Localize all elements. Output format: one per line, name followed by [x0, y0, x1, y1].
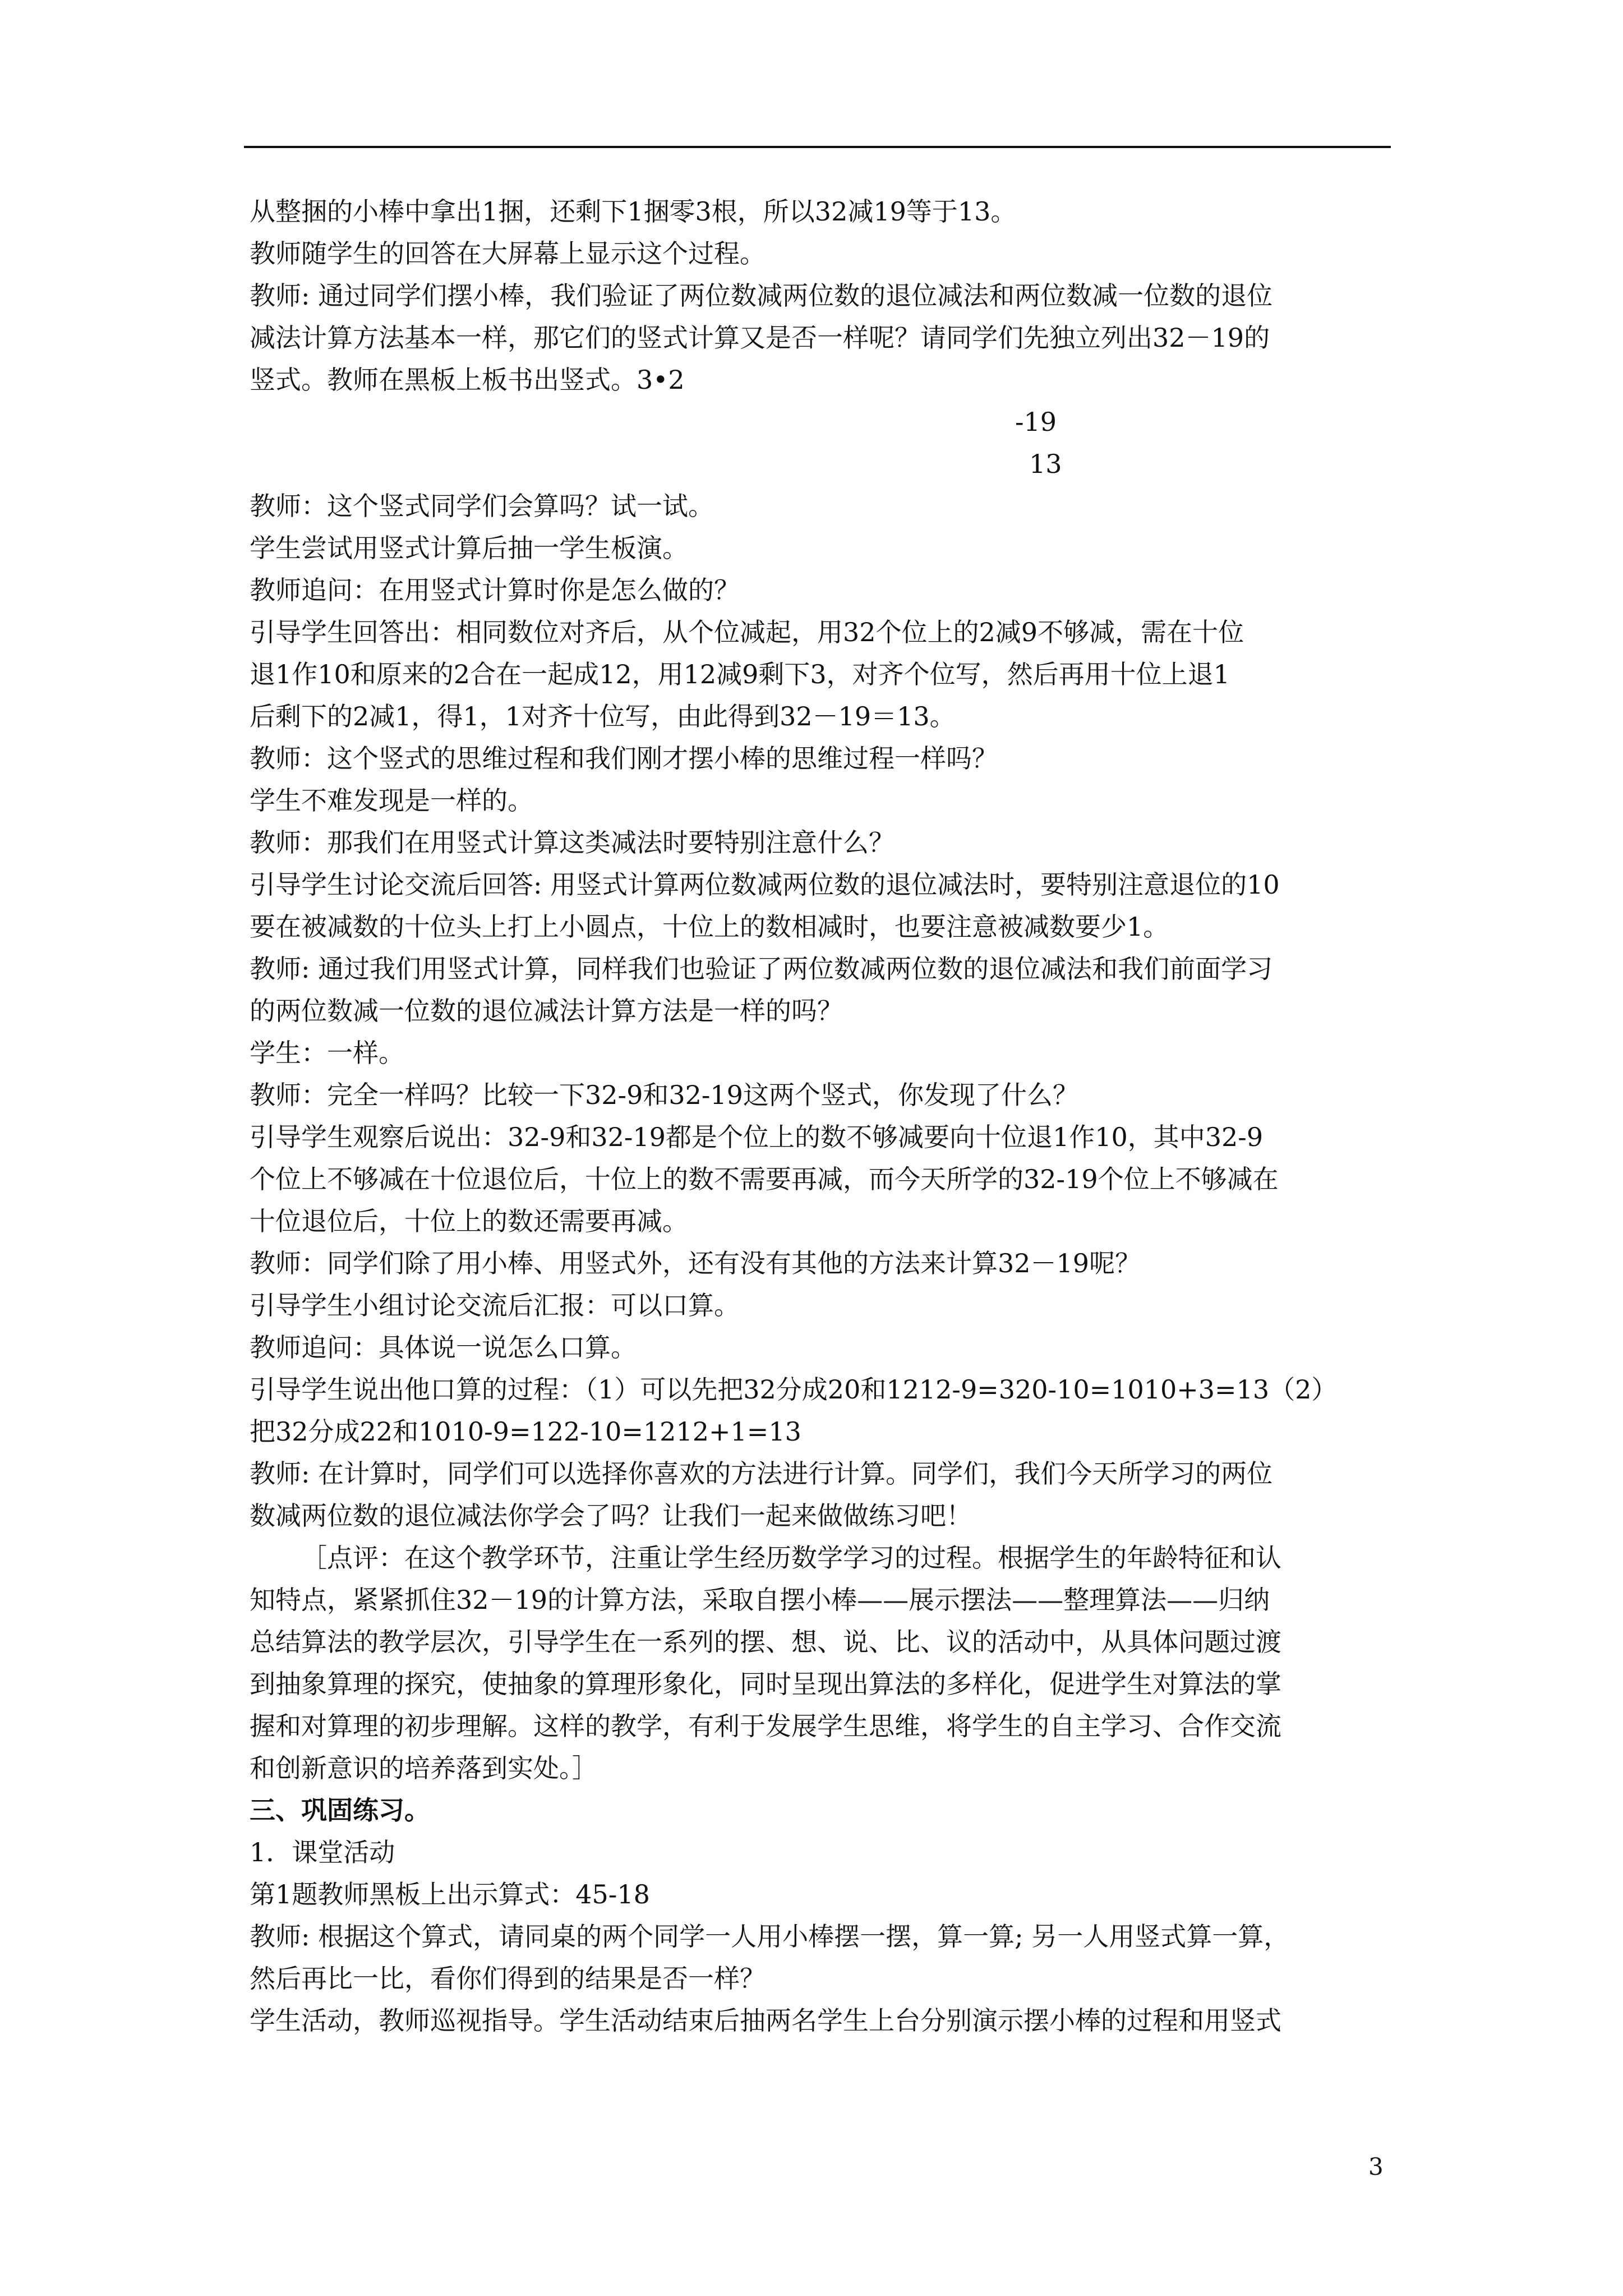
text-line: 后剩下的2减1，得1，1对齐十位写，由此得到32－19＝13。 — [250, 701, 956, 731]
text-line: 减法计算方法基本一样，那它们的竖式计算又是否一样呢？请同学们先独立列出32－19的 — [250, 323, 1270, 353]
header-rule — [244, 146, 1391, 148]
text-line: 教师追问：在用竖式计算时你是怎么做的？ — [250, 575, 740, 605]
text-line: 教师：完全一样吗？比较一下32-9和32-19这两个竖式，你发现了什么？ — [250, 1080, 1078, 1110]
text-line: 十位退位后，十位上的数还需要再减。 — [250, 1206, 688, 1236]
document-body — [250, 191, 1399, 2042]
text-line: 从整捆的小棒中拿出1捆，还剩下1捆零3根，所以32减19等于13。 — [250, 196, 1017, 227]
text-line: 教师：这个竖式的思维过程和我们刚才摆小棒的思维过程一样吗？ — [250, 743, 998, 774]
text-line: 个位上不够减在十位退位后，十位上的数不需要再减，而今天所学的32-19个位上不够减在 — [250, 1164, 1279, 1194]
page-number: 3 — [1368, 2153, 1384, 2180]
comment-line: 知特点，紧紧抓住32－19的计算方法，采取自摆小棒——展示摆法——整理算法——归纳 — [250, 1585, 1270, 1615]
section-heading: 三、巩固练习。 — [250, 1795, 430, 1825]
text-line: 教师随学生的回答在大屏幕上显示这个过程。 — [250, 238, 766, 269]
vertical-calc-result: 13 — [1029, 449, 1062, 479]
comment-line: 握和对算理的初步理解。这样的教学，有利于发展学生思维，将学生的自主学习、合作交流 — [250, 1711, 1281, 1741]
text-line: 教师: 通过同学们摆小棒，我们验证了两位数减两位数的退位减法和两位数减一位数的退位 — [250, 280, 1273, 311]
subsection-heading: 1．课堂活动 — [250, 1837, 395, 1867]
text-line: 引导学生小组讨论交流后汇报：可以口算。 — [250, 1290, 740, 1320]
text-line: 要在被减数的十位头上打上小圆点，十位上的数相减时，也要注意被减数要少1。 — [250, 912, 1169, 942]
text-line: 教师：那我们在用竖式计算这类减法时要特别注意什么？ — [250, 827, 895, 858]
text-line: 第1题教师黑板上出示算式：45-18 — [250, 1879, 650, 1910]
text-line: 教师: 在计算时，同学们可以选择你喜欢的方法进行计算。同学们，我们今天所学习的两位 — [250, 1458, 1273, 1489]
text-line: 把32分成22和1010-9=122-10=1212+1=13 — [250, 1416, 801, 1447]
comment-line: 总结算法的教学层次，引导学生在一系列的摆、想、说、比、议的活动中，从具体问题过渡 — [250, 1627, 1281, 1657]
text-line: 教师：同学们除了用小棒、用竖式外，还有没有其他的方法来计算32－19呢？ — [250, 1248, 1141, 1278]
text-line: 引导学生讨论交流后回答: 用竖式计算两位数减两位数的退位减法时，要特别注意退位的10 — [250, 869, 1280, 900]
comment-line: 到抽象算理的探究，使抽象的算理形象化，同时呈现出算法的多样化，促进学生对算法的掌 — [250, 1669, 1281, 1699]
text-line: 引导学生说出他口算的过程：（1）可以先把32分成20和1212-9=320-10=1010+3=13（2） — [250, 1374, 1338, 1405]
text-line: 引导学生回答出：相同数位对齐后，从个位减起，用32个位上的2减9不够减，需在十位 — [250, 617, 1244, 647]
text-line: 教师: 根据这个算式，请同桌的两个同学一人用小棒摆一摆，算一算; 另一人用竖式算一算， — [250, 1921, 1290, 1952]
text-line: 引导学生观察后说出：32-9和32-19都是个位上的数不够减要向十位退1作10，其中32-9 — [250, 1122, 1264, 1152]
text-line: 教师: 通过我们用竖式计算，同样我们也验证了两位数减两位数的退位减法和我们前面学习 — [250, 954, 1273, 984]
text-line: 竖式。教师在黑板上板书出竖式。3•2 — [250, 365, 685, 395]
text-line: 的两位数减一位数的退位减法计算方法是一样的吗？ — [250, 996, 843, 1026]
text-line: 学生：一样。 — [250, 1038, 404, 1068]
text-line: 退1作10和原来的2合在一起成12，用12减9剩下3，对齐个位写，然后再用十位上退1 — [250, 659, 1230, 689]
comment-line: ［点评：在这个教学环节，注重让学生经历数学学习的过程。根据学生的年龄特征和认 — [301, 1543, 1281, 1573]
text-line: 数减两位数的退位减法你学会了吗？让我们一起来做做练习吧！ — [250, 1501, 972, 1531]
vertical-calc-subtrahend: -19 — [1015, 407, 1057, 437]
text-line: 然后再比一比，看你们得到的结果是否一样？ — [250, 1963, 766, 1994]
text-line: 教师追问：具体说一说怎么口算。 — [250, 1332, 637, 1363]
text-line: 学生尝试用竖式计算后抽一学生板演。 — [250, 533, 688, 563]
text-line: 教师：这个竖式同学们会算吗？试一试。 — [250, 491, 714, 521]
comment-line: 和创新意识的培养落到实处。］ — [250, 1753, 598, 1783]
text-line: 学生活动，教师巡视指导。学生活动结束后抽两名学生上台分别演示摆小棒的过程和用竖式 — [250, 2005, 1281, 2036]
text-line: 学生不难发现是一样的。 — [250, 785, 533, 816]
